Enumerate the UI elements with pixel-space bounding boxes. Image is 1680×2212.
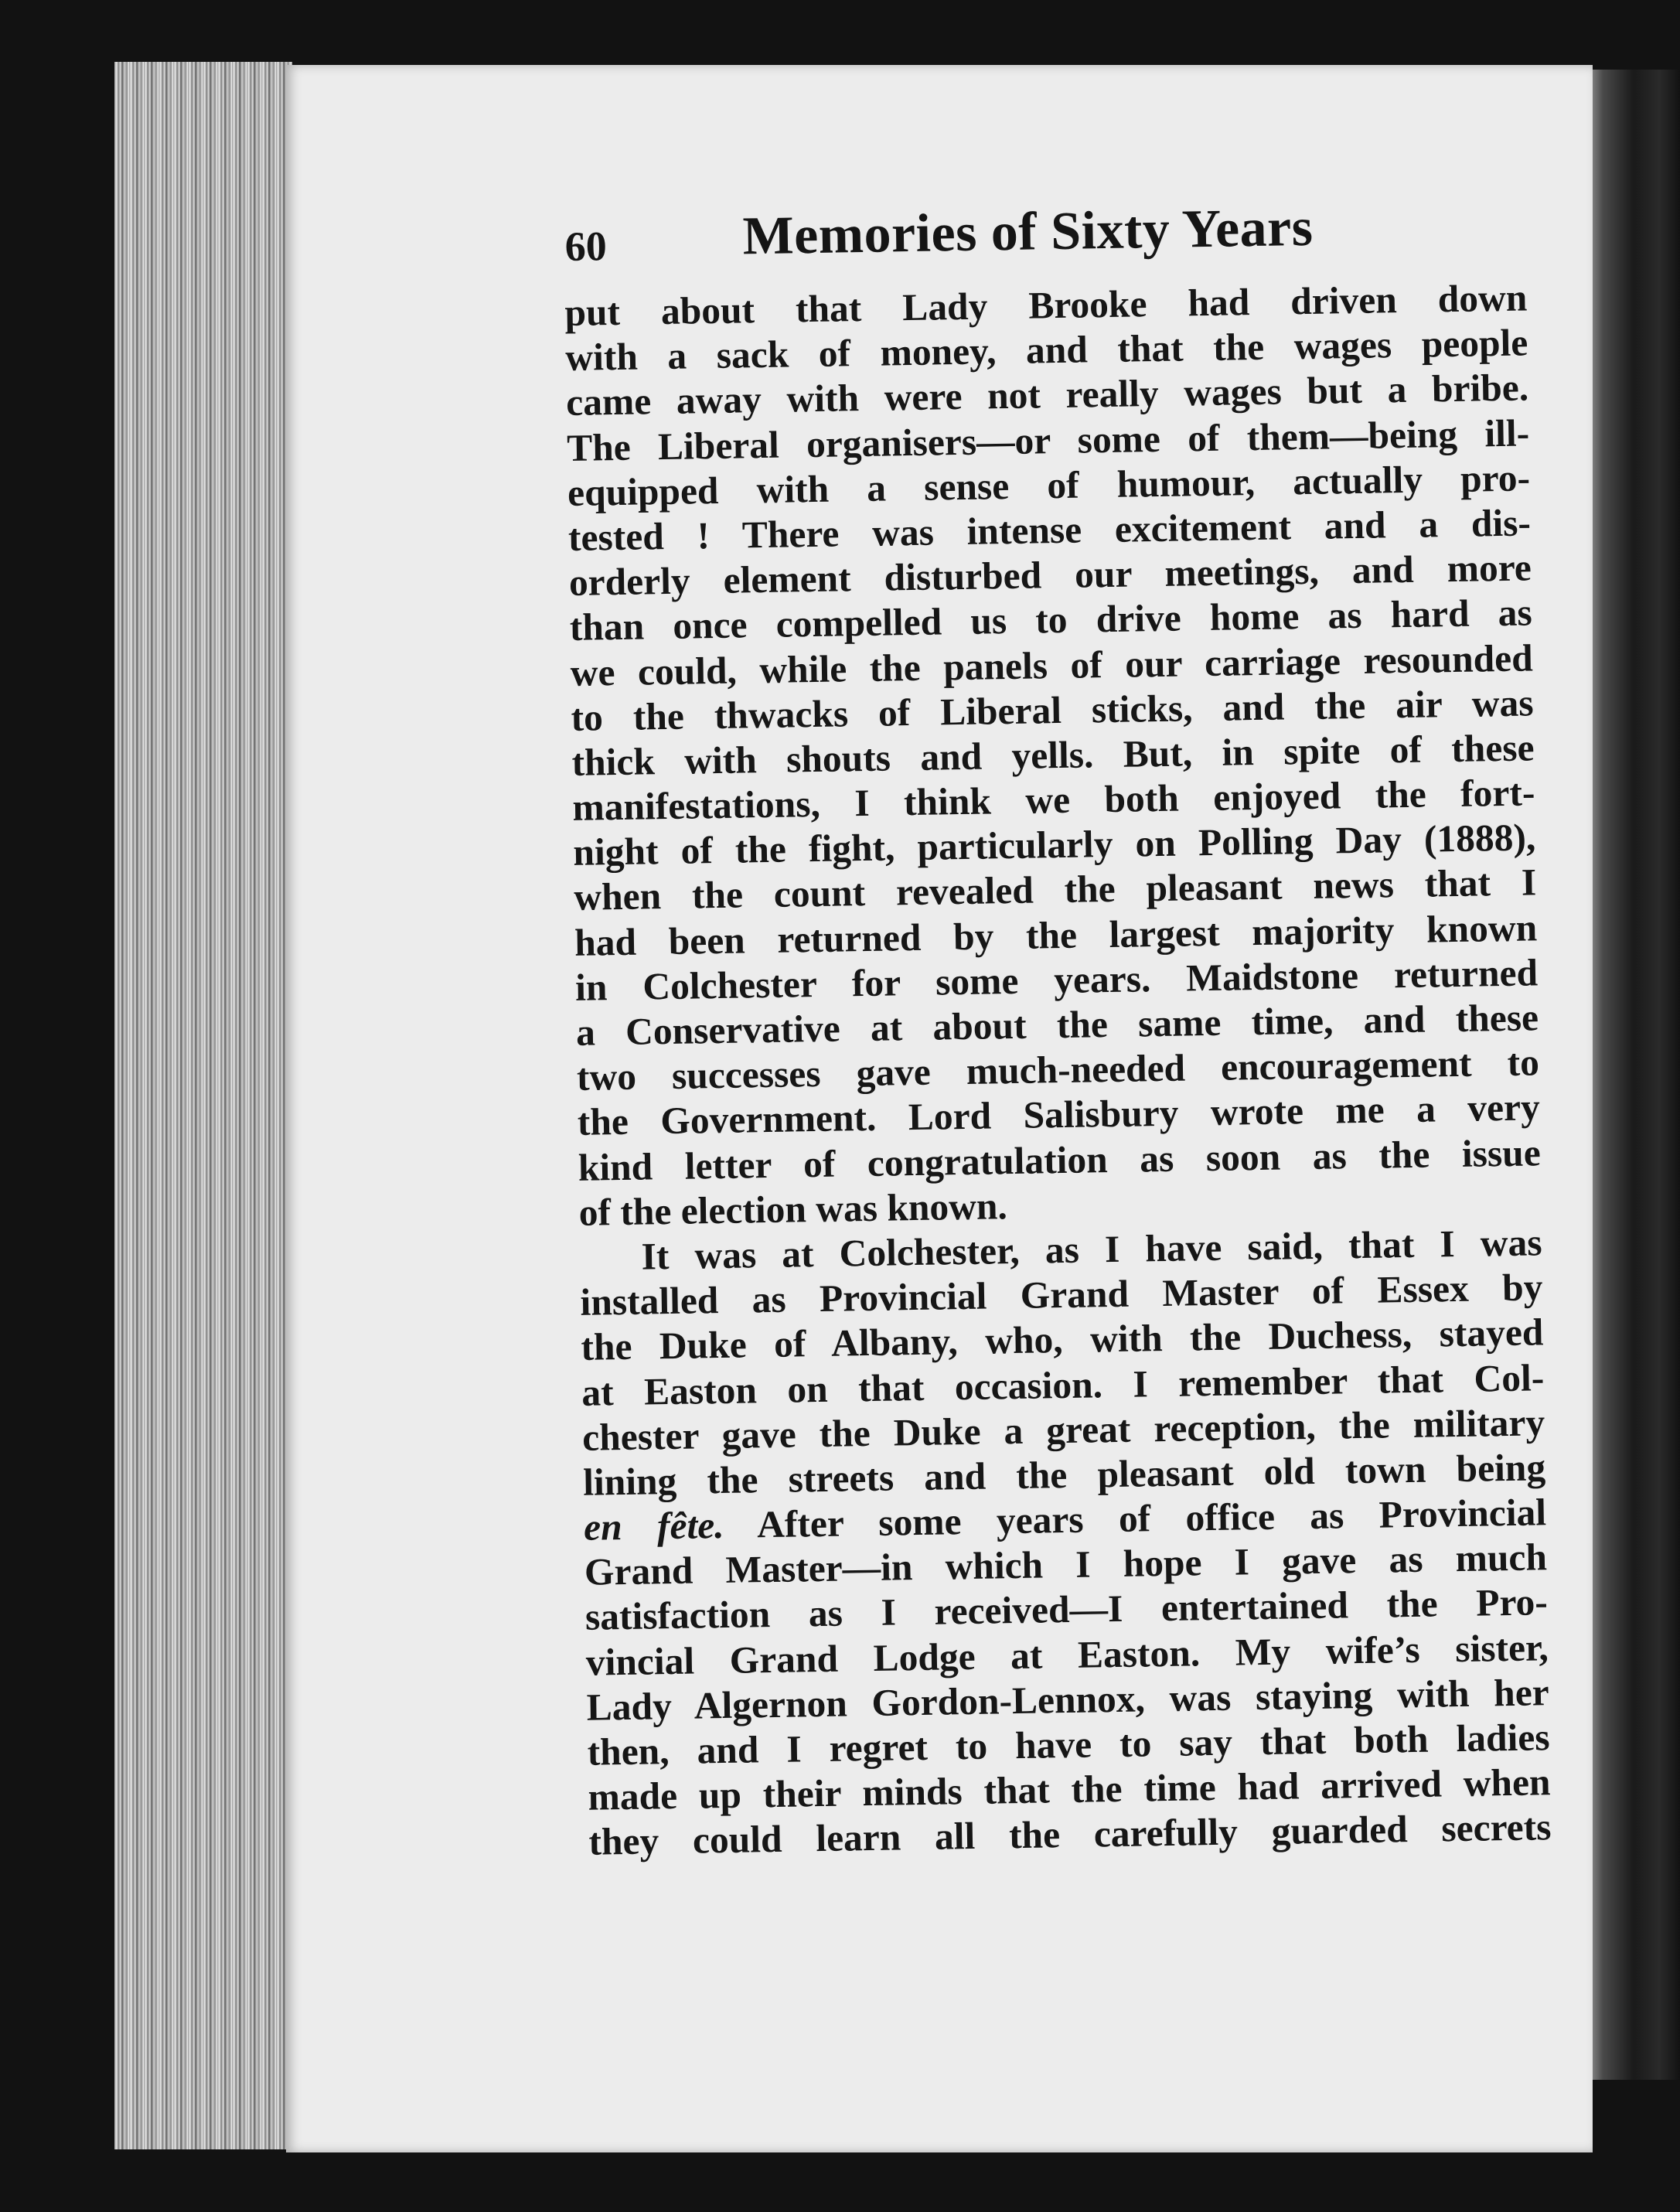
text-line: the Duke of Albany, who, with the Duchess, stayed bbox=[581, 1310, 1544, 1369]
text-line: Grand Master—in which I hope I gave as much bbox=[584, 1535, 1548, 1594]
italic-phrase: en fête. bbox=[583, 1504, 724, 1549]
text-line: Lady Algernon Gordon-Lennox, was staying with her bbox=[586, 1671, 1550, 1729]
text-line: night of the fight, particularly on Polling Day (1888), bbox=[572, 816, 1536, 874]
text-line: then, and I regret to have to say that both ladies bbox=[587, 1716, 1550, 1774]
text-line: in Colchester for some years. Maidstone returned bbox=[574, 951, 1539, 1009]
text-line: The Liberal organisers—or some of them—being ill- bbox=[566, 411, 1530, 469]
text-line: to the thwacks of Liberal sticks, and the air was bbox=[571, 681, 1534, 739]
text-line: than once compelled us to drive home as hard as bbox=[569, 591, 1533, 649]
running-title: Memories of Sixty Years bbox=[741, 197, 1314, 267]
text-line: when the count revealed the pleasant news that I bbox=[573, 861, 1537, 919]
text-line: satisfaction as I received—I entertained the Pro- bbox=[584, 1580, 1549, 1639]
text-line: vincial Grand Lodge at Easton. My wife’s sister, bbox=[585, 1625, 1549, 1684]
text-line: made up their minds that the time had arrived when bbox=[588, 1760, 1551, 1818]
text-line: kind letter of congratulation as soon as the issue bbox=[578, 1130, 1542, 1189]
text-line: came away with were not really wages but a bribe. bbox=[565, 366, 1529, 424]
text-line: the Government. Lord Salisbury wrote me a very bbox=[577, 1086, 1541, 1144]
text-line: lining the streets and the pleasant old town being bbox=[582, 1446, 1546, 1504]
text-line: with a sack of money, and that the wages people bbox=[564, 321, 1528, 380]
text-line: manifestations, I think we both enjoyed the fort- bbox=[572, 771, 1535, 829]
text-line: they could learn all the carefully guarded secrets bbox=[588, 1805, 1552, 1864]
paragraph-end-line: of the election was known. bbox=[578, 1184, 1008, 1234]
text-line: a Conservative at about the same time, and these bbox=[575, 996, 1539, 1054]
body-text bbox=[564, 275, 1552, 1865]
text-line: chester gave the Duke a great reception, the military bbox=[581, 1400, 1545, 1459]
text-line: at Easton on that occasion. I remember that Col- bbox=[581, 1355, 1545, 1414]
text-line: orderly element disturbed our meetings, and more bbox=[568, 546, 1532, 605]
text-line: equipped with a sense of humour, actually pro- bbox=[567, 456, 1531, 514]
page-number: 60 bbox=[564, 223, 608, 270]
text-line: thick with shouts and yells. But, in spite of these bbox=[571, 726, 1535, 784]
text-line: tested ! There was intense excitement and a dis- bbox=[567, 501, 1532, 559]
paragraph-start-line: It was at Colchester, as I have said, that I was bbox=[641, 1221, 1542, 1278]
line-remainder: After some years of office as Provincial bbox=[724, 1491, 1547, 1547]
text-line: two successes gave much-needed encouragement to bbox=[576, 1041, 1540, 1099]
text-line: had been returned by the largest majority known bbox=[574, 905, 1538, 964]
text-line: installed as Provincial Grand Master of Essex by bbox=[580, 1266, 1543, 1324]
text-line: we could, while the panels of our carriage resounded bbox=[570, 636, 1534, 694]
page-edges bbox=[114, 62, 292, 2149]
text-line: put about that Lady Brooke had driven down bbox=[564, 276, 1528, 334]
